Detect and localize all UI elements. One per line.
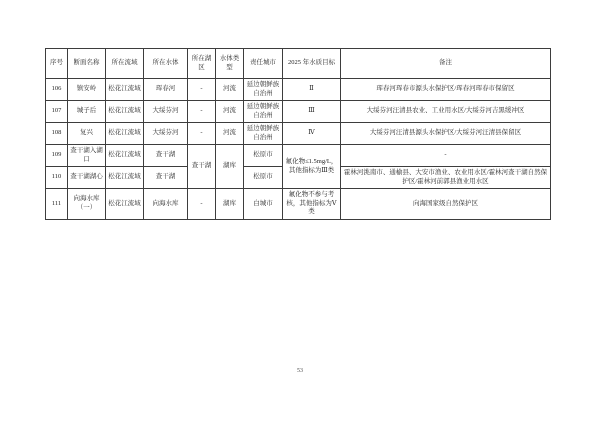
header-basin: 所在流域 — [106, 49, 144, 79]
cell-type: 河流 — [216, 101, 244, 123]
cell-target-merged: 氟化物≤1.5mg/L，其他指标为Ⅲ类 — [283, 145, 341, 189]
header-section: 断面名称 — [68, 49, 106, 79]
cell-basin: 松花江流域 — [106, 145, 144, 167]
cell-remark: - — [341, 145, 551, 167]
cell-lake: - — [188, 189, 216, 220]
cell-no: 107 — [46, 101, 68, 123]
cell-section: 向海水库（一） — [68, 189, 106, 220]
cell-no: 110 — [46, 167, 68, 189]
cell-city: 延边朝鲜族自治州 — [244, 79, 283, 101]
cell-lake: - — [188, 79, 216, 101]
cell-section: 查干湖入湖口 — [68, 145, 106, 167]
cell-water: 向海水库 — [144, 189, 188, 220]
cell-city: 松原市 — [244, 145, 283, 167]
cell-target: Ⅱ — [283, 79, 341, 101]
cell-lake-merged: 查干湖 — [188, 145, 216, 189]
table-row — [46, 123, 551, 145]
table-row — [46, 189, 551, 220]
cell-city: 延边朝鲜族自治州 — [244, 123, 283, 145]
cell-no: 111 — [46, 189, 68, 220]
cell-no: 109 — [46, 145, 68, 167]
cell-water: 查干湖 — [144, 167, 188, 189]
cell-basin: 松花江流域 — [106, 167, 144, 189]
cell-no: 108 — [46, 123, 68, 145]
cell-lake: - — [188, 123, 216, 145]
cell-section: 查干湖湖心 — [68, 167, 106, 189]
cell-target: 氟化物不参与考核，其他指标为Ⅴ类 — [283, 189, 341, 220]
cell-city: 白城市 — [244, 189, 283, 220]
cell-type-merged: 湖库 — [216, 145, 244, 189]
cell-basin: 松花江流域 — [106, 123, 144, 145]
table-row — [46, 79, 551, 101]
cell-water: 珲春河 — [144, 79, 188, 101]
cell-no: 106 — [46, 79, 68, 101]
cell-target: Ⅲ — [283, 101, 341, 123]
table-row — [46, 145, 551, 167]
cell-remark: 珲春河珲春市源头水保护区/珲春河珲春市保留区 — [341, 79, 551, 101]
cell-basin: 松花江流域 — [106, 101, 144, 123]
cell-basin: 松花江流域 — [106, 189, 144, 220]
header-lake: 所在湖区 — [188, 49, 216, 79]
cell-lake: - — [188, 101, 216, 123]
cell-remark: 霍林河洮南市、通榆县、大安市渔业、农业用水区/霍林河查干湖自然保护区/霍林河前郭县渔业用水区 — [341, 167, 551, 189]
cell-remark: 大绥芬河汪清县源头水保护区/大绥芬河汪清县保留区 — [341, 123, 551, 145]
cell-type: 湖库 — [216, 189, 244, 220]
cell-water: 大绥芬河 — [144, 123, 188, 145]
cell-type: 河流 — [216, 123, 244, 145]
cell-remark: 向海国家级自然保护区 — [341, 189, 551, 220]
water-quality-table — [45, 48, 551, 220]
cell-basin: 松花江流域 — [106, 79, 144, 101]
cell-city: 延边朝鲜族自治州 — [244, 101, 283, 123]
header-no: 序号 — [46, 49, 68, 79]
cell-water: 查干湖 — [144, 145, 188, 167]
header-type: 水体类型 — [216, 49, 244, 79]
page-number: 53 — [297, 368, 303, 374]
cell-remark: 大绥芬河汪清县农业、工业用水区/大绥芬河吉黑缓冲区 — [341, 101, 551, 123]
table-row — [46, 101, 551, 123]
cell-type: 河流 — [216, 79, 244, 101]
cell-water: 大绥芬河 — [144, 101, 188, 123]
header-city: 责任城市 — [244, 49, 283, 79]
header-remark: 备注 — [341, 49, 551, 79]
cell-target: Ⅳ — [283, 123, 341, 145]
cell-city: 松原市 — [244, 167, 283, 189]
header-target: 2025 年水质目标 — [283, 49, 341, 79]
cell-section: 镇安岭 — [68, 79, 106, 101]
header-water: 所在水体 — [144, 49, 188, 79]
table-header-row — [46, 49, 551, 79]
cell-section: 复兴 — [68, 123, 106, 145]
cell-section: 城子后 — [68, 101, 106, 123]
